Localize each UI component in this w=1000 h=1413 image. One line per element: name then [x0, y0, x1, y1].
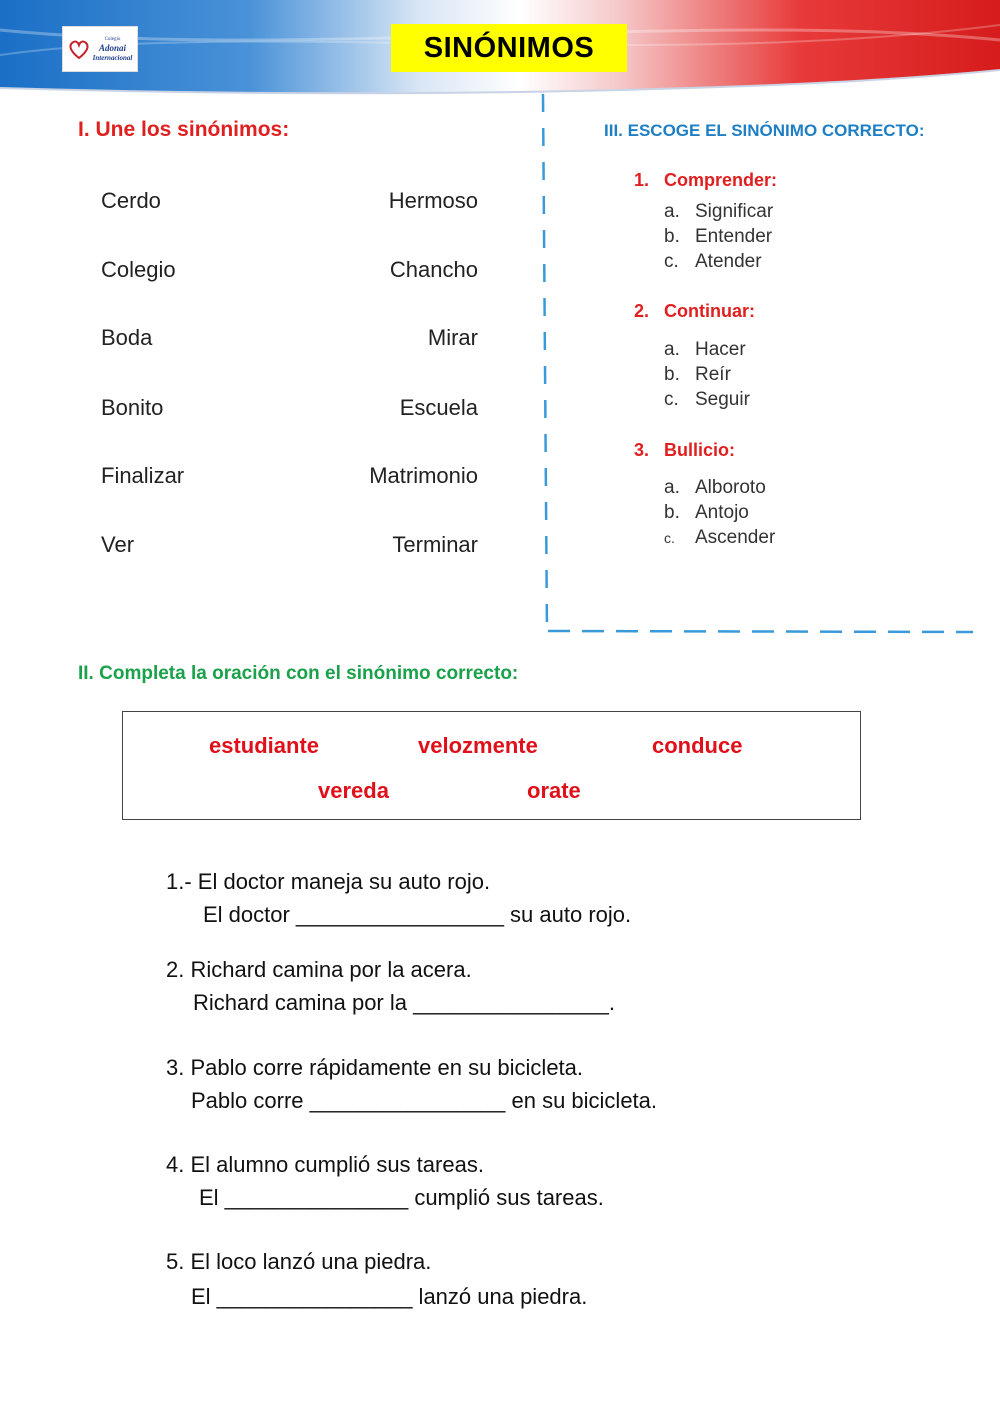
option-text: Entender	[695, 226, 773, 247]
sentence-original: 2. Richard camina por la acera.	[166, 957, 472, 982]
option-3b[interactable]	[664, 502, 749, 524]
question-number: 1.	[634, 170, 650, 190]
question-number: 3.	[634, 440, 650, 460]
sentence-blank[interactable]: Richard camina por la ________________.	[193, 990, 615, 1015]
logo-line-1: Colegio	[104, 37, 121, 42]
left-word[interactable]: Colegio	[101, 257, 176, 282]
option-text: Alboroto	[695, 477, 766, 498]
right-word[interactable]: Mirar	[427, 325, 478, 350]
question-word: Bullicio:	[664, 440, 735, 460]
option-2b[interactable]	[664, 364, 731, 386]
horizontal-dashed-divider	[548, 626, 973, 636]
option-2a[interactable]	[664, 339, 746, 361]
option-1c[interactable]	[664, 251, 762, 273]
option-text: Ascender	[695, 527, 776, 548]
logo-line-3: Internacional	[92, 54, 133, 62]
school-logo	[62, 26, 138, 72]
right-word[interactable]: Chancho	[389, 257, 478, 282]
sentence-original: 3. Pablo corre rápidamente en su bicicleta.	[166, 1055, 584, 1080]
sentence-original: 1.- El doctor maneja su auto rojo.	[166, 869, 491, 894]
word-bank-item[interactable]: orate	[527, 778, 581, 803]
word-bank-item[interactable]: estudiante	[209, 733, 320, 758]
option-1b[interactable]	[664, 226, 772, 248]
right-word[interactable]: Hermoso	[388, 188, 478, 213]
section-1-heading: I. Une los sinónimos:	[78, 118, 290, 141]
option-letter: c.	[664, 389, 679, 410]
right-word[interactable]: Matrimonio	[369, 463, 478, 488]
word-bank-item[interactable]: velozmente	[418, 733, 538, 758]
option-2c[interactable]	[664, 389, 750, 411]
word-bank-item[interactable]: vereda	[318, 778, 389, 803]
option-letter: a.	[664, 477, 680, 498]
option-letter: a.	[664, 201, 680, 222]
option-letter: a.	[664, 339, 680, 360]
question-word: Continuar:	[664, 301, 755, 321]
left-word[interactable]: Cerdo	[101, 188, 161, 213]
sentence-original: 4. El alumno cumplió sus tareas.	[166, 1152, 484, 1177]
option-text: Reír	[695, 364, 731, 385]
sentence-original: 5. El loco lanzó una piedra.	[166, 1249, 432, 1274]
option-text: Antojo	[695, 502, 749, 523]
option-letter: b.	[664, 364, 680, 385]
question-2-title	[634, 301, 755, 322]
option-text: Significar	[695, 201, 774, 222]
option-3a[interactable]	[664, 477, 766, 499]
left-word[interactable]: Boda	[101, 325, 153, 350]
section-2-heading: II. Completa la oración con el sinónimo correcto:	[78, 663, 519, 684]
option-text: Seguir	[695, 389, 750, 410]
sentence-blank[interactable]: Pablo corre ________________ en su bicicleta.	[191, 1088, 658, 1113]
option-text: Hacer	[695, 339, 746, 360]
option-letter: c.	[664, 251, 679, 272]
left-word[interactable]: Ver	[101, 532, 135, 557]
option-letter: c.	[664, 530, 675, 546]
word-bank-item[interactable]: conduce	[652, 733, 743, 758]
word-bank-box	[122, 711, 861, 820]
section-3-heading: III. ESCOGE EL SINÓNIMO CORRECTO:	[604, 121, 925, 140]
vertical-dashed-divider	[541, 94, 549, 634]
sentence-blank[interactable]: El ________________ lanzó una piedra.	[191, 1284, 588, 1309]
option-letter: b.	[664, 226, 680, 247]
question-1-title	[634, 170, 777, 191]
question-number: 2.	[634, 301, 650, 321]
option-1a[interactable]	[664, 201, 773, 223]
question-word: Comprender:	[664, 170, 778, 190]
question-3-title	[634, 440, 735, 461]
sentence-blank[interactable]: El doctor _________________ su auto rojo.	[203, 902, 632, 927]
logo-line-2: Adonai	[98, 43, 126, 53]
option-3c[interactable]	[664, 527, 775, 549]
right-word[interactable]: Escuela	[399, 395, 478, 420]
left-word[interactable]: Bonito	[101, 395, 164, 420]
option-letter: b.	[664, 502, 680, 523]
page-title: SINÓNIMOS	[391, 24, 627, 72]
sentence-blank[interactable]: El _______________ cumplió sus tareas.	[199, 1185, 604, 1210]
left-word[interactable]: Finalizar	[101, 463, 185, 488]
heart-icon	[68, 38, 90, 60]
right-word[interactable]: Terminar	[392, 532, 478, 557]
option-text: Atender	[695, 251, 762, 272]
